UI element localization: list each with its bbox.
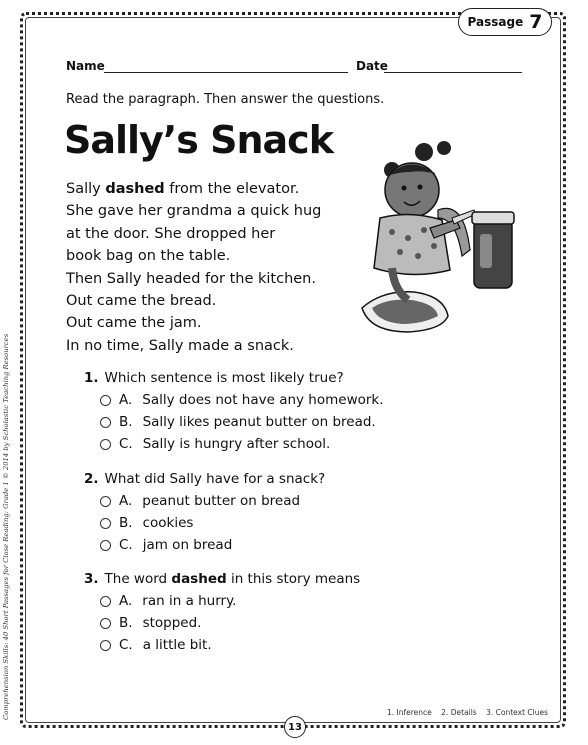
girl-with-snack-illustration — [352, 140, 524, 340]
q2-option-b[interactable]: B. cookies — [100, 515, 193, 531]
question-2: 2. What did Sally have for a snack? — [84, 471, 326, 487]
radio-circle-icon[interactable] — [100, 640, 111, 651]
radio-circle-icon[interactable] — [100, 596, 111, 607]
page-number: 13 — [284, 716, 306, 738]
story-line-8: In no time, Sally made a snack. — [66, 337, 294, 354]
q2-option-c[interactable]: C. jam on bread — [100, 537, 232, 553]
story-line-7: Out came the jam. — [66, 315, 202, 332]
q3-option-c[interactable]: C. a little bit. — [100, 637, 212, 653]
q1-option-a[interactable]: A. Sally does not have any homework. — [100, 392, 384, 408]
q3-option-b[interactable]: B. stopped. — [100, 615, 201, 631]
passage-tab — [458, 8, 552, 36]
skills-list — [380, 708, 548, 717]
story-line-1: Sally dashed from the elevator. — [66, 181, 300, 197]
story-line-6: Out came the bread. — [66, 293, 217, 310]
radio-circle-icon[interactable] — [100, 395, 111, 406]
date-label: Date — [356, 59, 388, 73]
story-line-4: book bag on the table. — [66, 248, 231, 265]
story-line-5: Then Sally headed for the kitchen. — [66, 270, 316, 287]
story-line-2: She gave her grandma a quick hug — [66, 203, 322, 220]
radio-circle-icon[interactable] — [100, 496, 111, 507]
q2-option-a[interactable]: A. peanut butter on bread — [100, 493, 300, 509]
radio-circle-icon[interactable] — [100, 439, 111, 450]
radio-circle-icon[interactable] — [100, 417, 111, 428]
skill-3: 3. Context Clues — [486, 708, 548, 717]
date-field[interactable] — [384, 72, 522, 73]
story-title: Sally’s Snack — [64, 118, 333, 162]
question-3: 3. The word dashed in this story means — [84, 571, 361, 587]
name-label: Name — [66, 59, 105, 73]
vocab-word: dashed — [171, 571, 227, 587]
radio-circle-icon[interactable] — [100, 618, 111, 629]
instructions: Read the paragraph. Then answer the questions. — [66, 92, 385, 107]
story-paragraph — [66, 178, 321, 357]
vocab-word: dashed — [105, 181, 165, 197]
skill-2: 2. Details — [441, 708, 477, 717]
question-1: 1. Which sentence is most likely true? — [84, 370, 344, 386]
name-field[interactable] — [104, 72, 348, 73]
passage-label: Passage — [467, 15, 524, 29]
passage-number: 7 — [529, 11, 543, 33]
copyright-credit: Comprehension Skills: 40 Short Passages for Close Reading: Grade 1 © 2014 by Scholastic Teaching Resources — [2, 333, 10, 720]
skill-1: 1. Inference — [386, 708, 432, 717]
story-line-3: at the door. She dropped her — [66, 225, 276, 242]
q3-option-a[interactable]: A. ran in a hurry. — [100, 593, 236, 609]
q1-option-b[interactable]: B. Sally likes peanut butter on bread. — [100, 414, 376, 430]
radio-circle-icon[interactable] — [100, 540, 111, 551]
radio-circle-icon[interactable] — [100, 518, 111, 529]
q1-option-c[interactable]: C. Sally is hungry after school. — [100, 436, 330, 452]
